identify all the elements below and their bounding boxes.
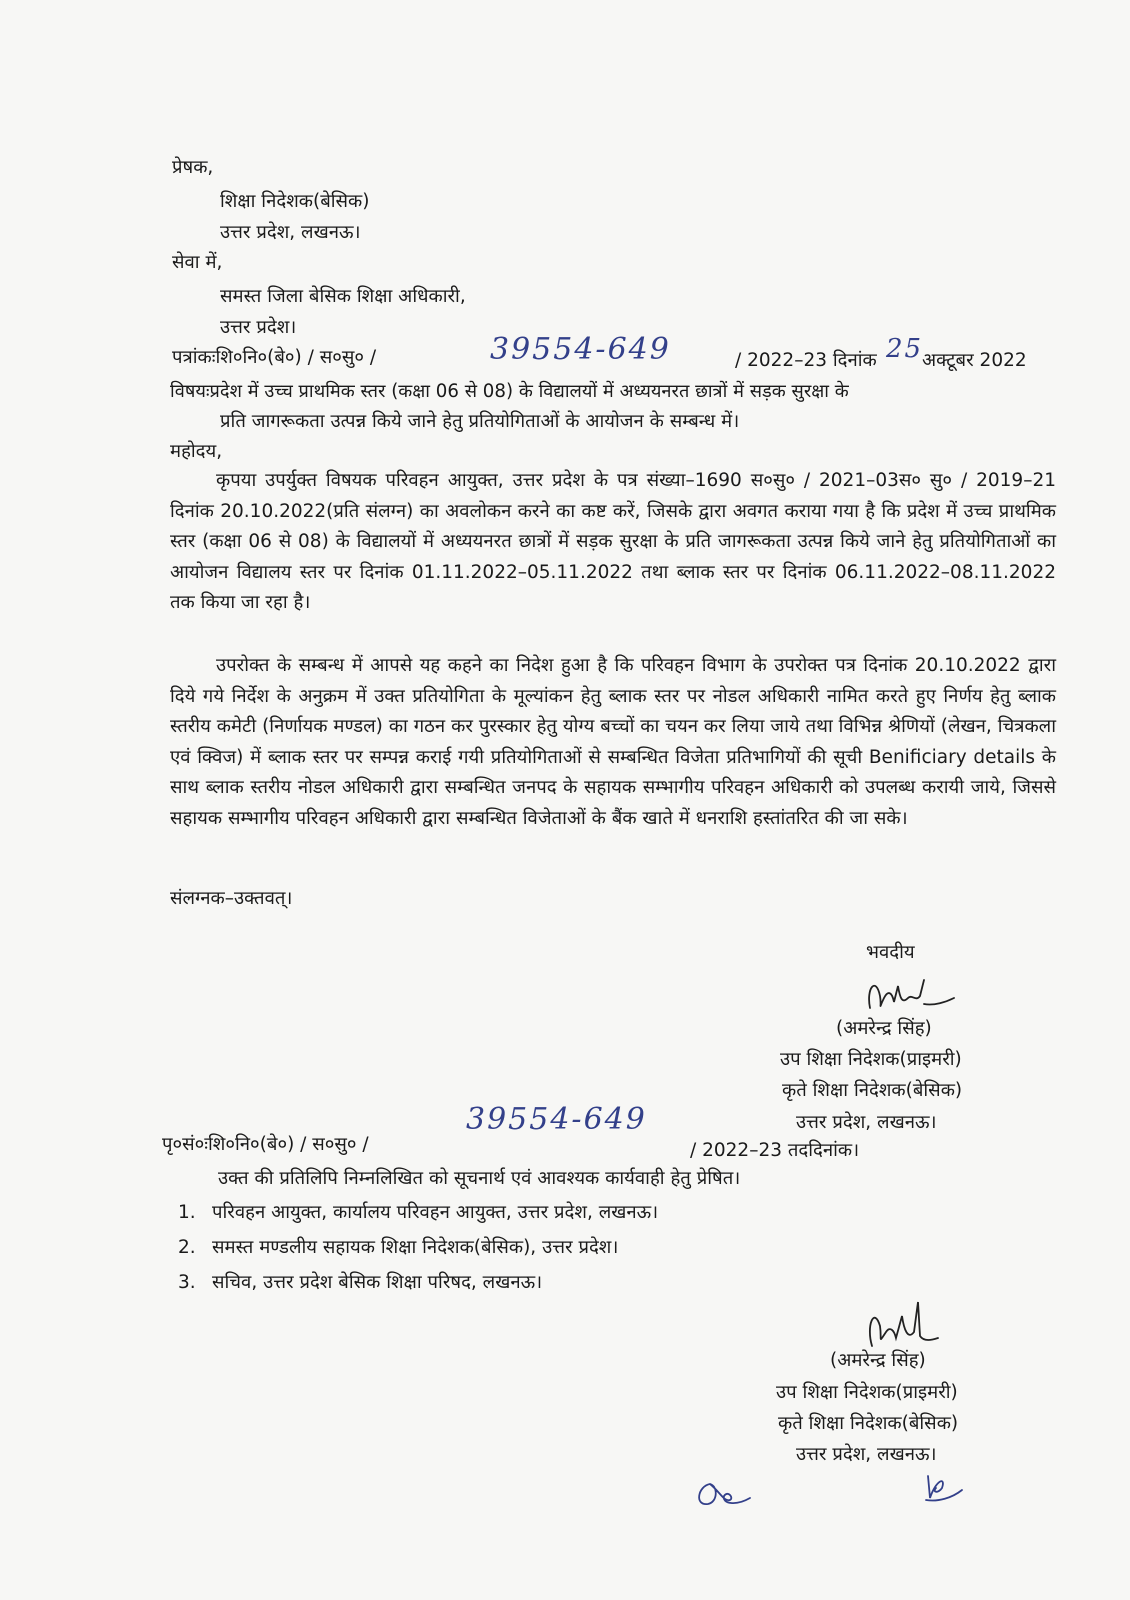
subject-line-2: प्रति जागरूकता उत्पन्न किये जाने हेतु प्रतियोगिताओं के आयोजन के सम्बन्ध में। xyxy=(220,411,740,432)
handwritten-initials-left xyxy=(690,1472,760,1512)
signatory-2-office: कृते शिक्षा निदेशक(बेसिक) xyxy=(778,1413,959,1434)
handwritten-reference-number: 39554-649 xyxy=(490,332,671,367)
handwritten-copy-reference-number: 39554-649 xyxy=(466,1102,647,1137)
handwritten-date-day: 25 xyxy=(886,334,924,364)
signatory-1-location: उत्तर प्रदेश, लखनऊ। xyxy=(796,1112,937,1133)
recipient-line-1: समस्त जिला बेसिक शिक्षा अधिकारी, xyxy=(220,286,466,307)
subject-line-1: विषयःप्रदेश में उच्च प्राथमिक स्तर (कक्षा 06 से 08) के विद्यालयों में अध्ययनरत छात्रों में सड़क सुरक्षा के xyxy=(170,381,849,402)
copy-item-2-number: 2. xyxy=(178,1237,196,1258)
reference-date-label: / 2022–23 दिनांक xyxy=(735,350,877,371)
paragraph-1-text: कृपया उपर्युक्त विषयक परिवहन आयुक्त, उत्तर प्रदेश के पत्र संख्या–1690 स०सु० / 2021–03स० सु० / 2019–21 दिनांक 20.10.2022(प्रति संलग्न) का अवलोकन करने का कष्ट करें, जिसके द्वारा अवगत कराया गया है कि प्रदेश में उच्च प्राथमिक स्तर (कक्षा 06 से 08) के विद्यालयों में अध्ययनरत छात्रों में सड़क सुरक्षा के प्रति जागरूकता उत्पन्न किये जाने हेतु प्रतियोगिताओं का आयोजन विद्यालय स्तर पर दिनांक 01.11.2022–05.11.2022 तथा ब्लाक स्तर पर दिनांक 06.11.2022–08.11.2022 तक किया जा रहा है। xyxy=(170,470,1056,613)
sender-label: प्रेषक, xyxy=(172,157,214,178)
signatory-2-title: उप शिक्षा निदेशक(प्राइमरी) xyxy=(776,1382,958,1403)
recipient-line-2: उत्तर प्रदेश। xyxy=(220,317,297,338)
handwritten-signature-1 xyxy=(858,968,958,1018)
sender-line-2: उत्तर प्रदेश, लखनऊ। xyxy=(220,222,361,243)
copy-item-1-number: 1. xyxy=(178,1202,196,1223)
copy-item-3-text: सचिव, उत्तर प्रदेश बेसिक शिक्षा परिषद, लखनऊ। xyxy=(212,1272,543,1293)
body-paragraph-2 xyxy=(170,651,1056,834)
reference-prefix: पत्रांकःशि०नि०(बे०) / स०सु० / xyxy=(172,347,377,368)
copy-item-1-text: परिवहन आयुक्त, कार्यालय परिवहन आयुक्त, उत्तर प्रदेश, लखनऊ। xyxy=(212,1202,659,1223)
recipient-label: सेवा में, xyxy=(172,252,223,273)
copy-item-3-number: 3. xyxy=(178,1272,196,1293)
signatory-1-title: उप शिक्षा निदेशक(प्राइमरी) xyxy=(780,1049,962,1070)
copy-item-2-text: समस्त मण्डलीय सहायक शिक्षा निदेशक(बेसिक), उत्तर प्रदेश। xyxy=(212,1237,619,1258)
signatory-1-office: कृते शिक्षा निदेशक(बेसिक) xyxy=(782,1080,963,1101)
salutation: महोदय, xyxy=(170,441,223,462)
signatory-2-location: उत्तर प्रदेश, लखनऊ। xyxy=(796,1444,937,1465)
paragraph-2-text: उपरोक्त के सम्बन्ध में आपसे यह कहने का निदेश हुआ है कि परिवहन विभाग के उपरोक्त पत्र दिनांक 20.10.2022 द्वारा दिये गये निर्देश के अनुक्रम में उक्त प्रतियोगिता के मूल्यांकन हेतु ब्लाक स्तर पर नोडल अधिकारी नामित करते हुए निर्णय हेतु ब्लाक स्तरीय कमेटी (निर्णायक मण्डल) का गठन कर पुरस्कार हेतु योग्य बच्चों का चयन कर लिया जाये तथा विभिन्न श्रेणियों (लेखन, चित्रकला एवं क्विज) में ब्लाक स्तर पर सम्पन्न कराई गयी प्रतियोगिताओं से सम्बन्धित विजेता प्रतिभागियों की सूची Benificiary details के साथ ब्लाक स्तरीय नोडल अधिकारी द्वारा सम्बन्धित जनपद के सहायक सम्भागीय परिवहन अधिकारी को उपलब्ध करायी जाये, जिससे सहायक सम्भागीय परिवहन अधिकारी द्वारा सम्बन्धित विजेताओं के बैंक खाते में धनराशि हस्तांतरित की जा सके। xyxy=(170,655,1056,829)
copy-intro: उक्त की प्रतिलिपि निम्नलिखित को सूचनार्थ एवं आवश्यक कार्यवाही हेतु प्रेषित। xyxy=(218,1168,741,1189)
enclosure-note: संलग्नक–उक्तवत्। xyxy=(170,888,293,909)
copy-reference-date: / 2022–23 तददिनांक। xyxy=(690,1140,860,1161)
signatory-2-name: (अमरेन्द्र सिंह) xyxy=(830,1350,926,1371)
closing-text: भवदीय xyxy=(866,942,915,963)
sender-line-1: शिक्षा निदेशक(बेसिक) xyxy=(220,191,370,212)
reference-month-year: अक्टूबर 2022 xyxy=(922,350,1027,371)
handwritten-initials-right xyxy=(918,1468,968,1508)
signatory-1-name: (अमरेन्द्र सिंह) xyxy=(836,1018,932,1039)
body-paragraph-1 xyxy=(170,466,1056,619)
copy-reference-prefix: पृ०सं०ःशि०नि०(बे०) / स०सु० / xyxy=(162,1134,369,1155)
